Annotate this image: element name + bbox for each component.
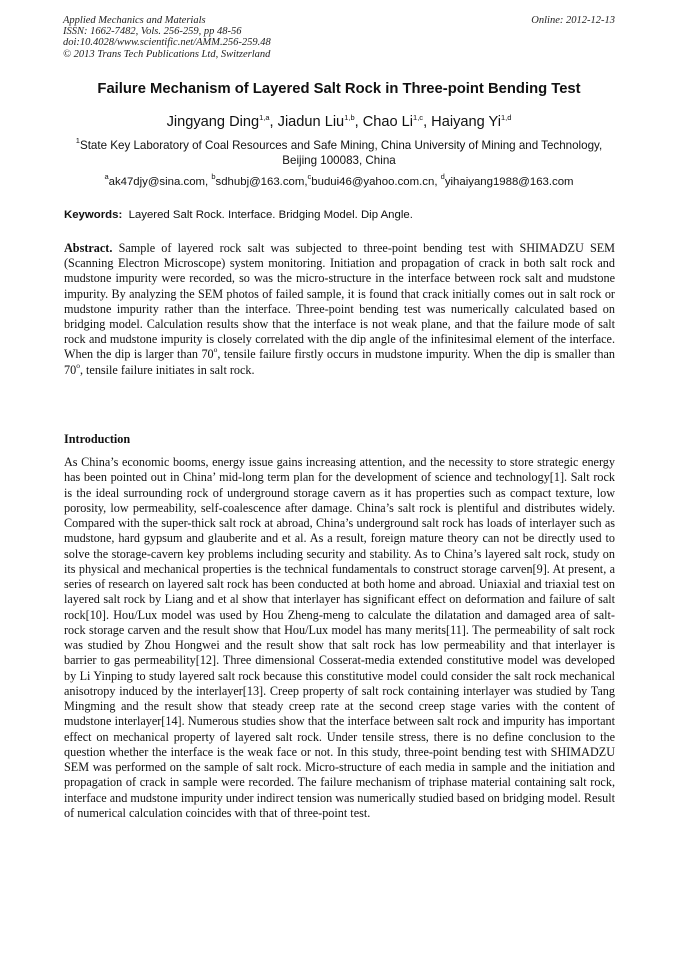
issn-line: ISSN: 1662-7482, Vols. 256-259, pp 48-56 [63,26,242,38]
email-list: $^a$ak47djy@sina.com, $^b$sdhubj@163.com,$^c$budui46@yahoo.com.cn, $^d$yihaiyang1988@163.com [104,172,574,188]
paper-title: Failure Mechanism of Layered Salt Rock in Three-point Bending Test [97,81,581,97]
journal-header [63,15,615,60]
doi-line: doi:10.4028/www.scientific.net/AMM.256-259.48 [63,37,271,49]
author-name: Jiadun Liu [277,114,345,130]
online-date: Online: 2012-12-13 [531,15,615,26]
degree-superscript: o [213,345,218,355]
email-superscript: d [440,172,445,181]
email-address[interactable]: sdhubj@163.com [215,176,305,188]
affiliation-text: State Key Laboratory of Coal Resources and Safe Mining, China University of Mining and Technology, Beijing 100083, China [79,139,603,167]
introduction-heading: Introduction [64,432,131,446]
abstract-text: Sample of layered rock salt was subjected to three-point bending test with SHIMADZU SEM (Scanning Electron Microscope) system monitoring. Initiation and propagation of crack in both salt rock and mudstone impurity were recorded, so was the micro-structure in the interface between rock salt and mudstone impurity. By analyzing the SEM photos of failed sample, it is found that crack initially comes out in salt rock or mudstone impurity rather than the interface. Three-point bending test was numerically calculated based on bridging model. Calculation results show that the interface is not weak plane, and that the failure mode of salt rock and mudstone impurity is closely correlated with the dip angle of the infinitesimal element of the interface. When the dip is larger than 70 [64,241,615,362]
affiliation-superscript: 1 [75,136,80,145]
abstract-label: Abstract. [64,241,113,255]
copyright-line: © 2013 Trans Tech Publications Ltd, Switzerland [63,48,271,60]
author-list: Jingyang Ding$^{1,a}$, Jiadun Liu$^{1,b}$, Chao Li$^{1,c}$, Haiyang Yi$^{1,d}$ [166,113,512,130]
degree-superscript: o [76,360,80,370]
author-name: Haiyang Yi [431,114,501,130]
author-superscript: 1,d [500,113,512,122]
email-address[interactable]: budui46@yahoo.com.cn [311,176,435,188]
email-superscript: a [104,172,109,181]
author-name: Chao Li [362,114,414,130]
keywords-label: Keywords: [64,209,123,221]
journal-name: Applied Mechanics and Materials [63,15,206,26]
abstract-text: , tensile failure firstly occurs in mudstone impurity. When the dip is smaller than 70 [64,347,615,377]
abstract [64,241,615,378]
author-superscript: 1,c [413,113,424,122]
affiliation [60,138,618,168]
author-name: Jingyang Ding [166,114,260,130]
keywords-text: Layered Salt Rock. Interface. Bridging Model. Dip Angle. [128,209,413,221]
email-address[interactable]: yihaiyang1988@163.com [444,176,574,188]
abstract-text: , tensile failure initiates in salt rock. [79,362,255,377]
introduction-body: As China’s economic booms, energy issue gains increasing attention, and the necessity to store strategic energy has been pointed out in China’ mid-long term plan for the development of science and technology[1]. Salt rock is the ideal surrounding rock of underground storage cavern as it has properties such as compact texture, low porosity, low permeability, self-coalescence after damage. China’s salt rock is plentiful and distributes widely. Compared with the super-thick salt rock at abroad, China’s underground salt rock has loads of interlayer such as mudstone, hard gypsum and glauberite and et al. As a result, foreign mature theory can not be directly used to solve the storage-cavern key problems including security and stability. As to China’s layered salt rock, study on its physical and mechanical properties is the technical fundamentals to construct storage carven[9]. At present, a series of research on layered salt rock has been conducted at both home and abroad. Uniaxial and triaxial test on layered salt rock by Liang and et al show that interlayer has significant effect on deformation and failure of salt rock[10]. Hou/Lux model was used by Hou Zheng-meng to calculate the dilatation and damaged area of salt-rock storage carven and the result show that Hou/Lux model has many merits[11]. The permeability of salt rock was studied by Zhou Hongwei and the result show that salt rock has low permeability and that interlayer is barrier to gas permeability[12]. Three dimensional Cosserat-media extended constitutive model was developed by Li Yinping to study layered salt rock because this constitutive model could consider the salt rock mechanical anisotropy induced by the interlayer[13]. Creep property of salt rock containing interlayer was studied by Tang Mingming and the result show that steady creep rate at the second creep stage varies with the content of mudstone interlayer[14]. Numerous studies show that the interface between salt rock and impurity has important effect on mechanical property of layered salt rock. Under tensile stress, there is no define conclusion to the question whether the interface is the weak face or not. In this study, three-point bending test with SHIMADZU SEM was performed on the sample of salt rock. Micro-structure of each media in sample and the initiation and propagation of crack in sample were recorded. The failure mechanism of triphase material containing salt rock, interface and mudstone impurity under indirect tension was numerically studied based on bridging model. Result of numerical calculation coincides with that of three-point test. [64,455,615,820]
author-superscript: 1,a [259,113,270,122]
author-superscript: 1,b [344,113,355,122]
email-address[interactable]: ak47djy@sina.com [108,176,206,188]
email-superscript: c [307,172,312,181]
keywords [64,209,616,221]
email-superscript: b [211,172,216,181]
